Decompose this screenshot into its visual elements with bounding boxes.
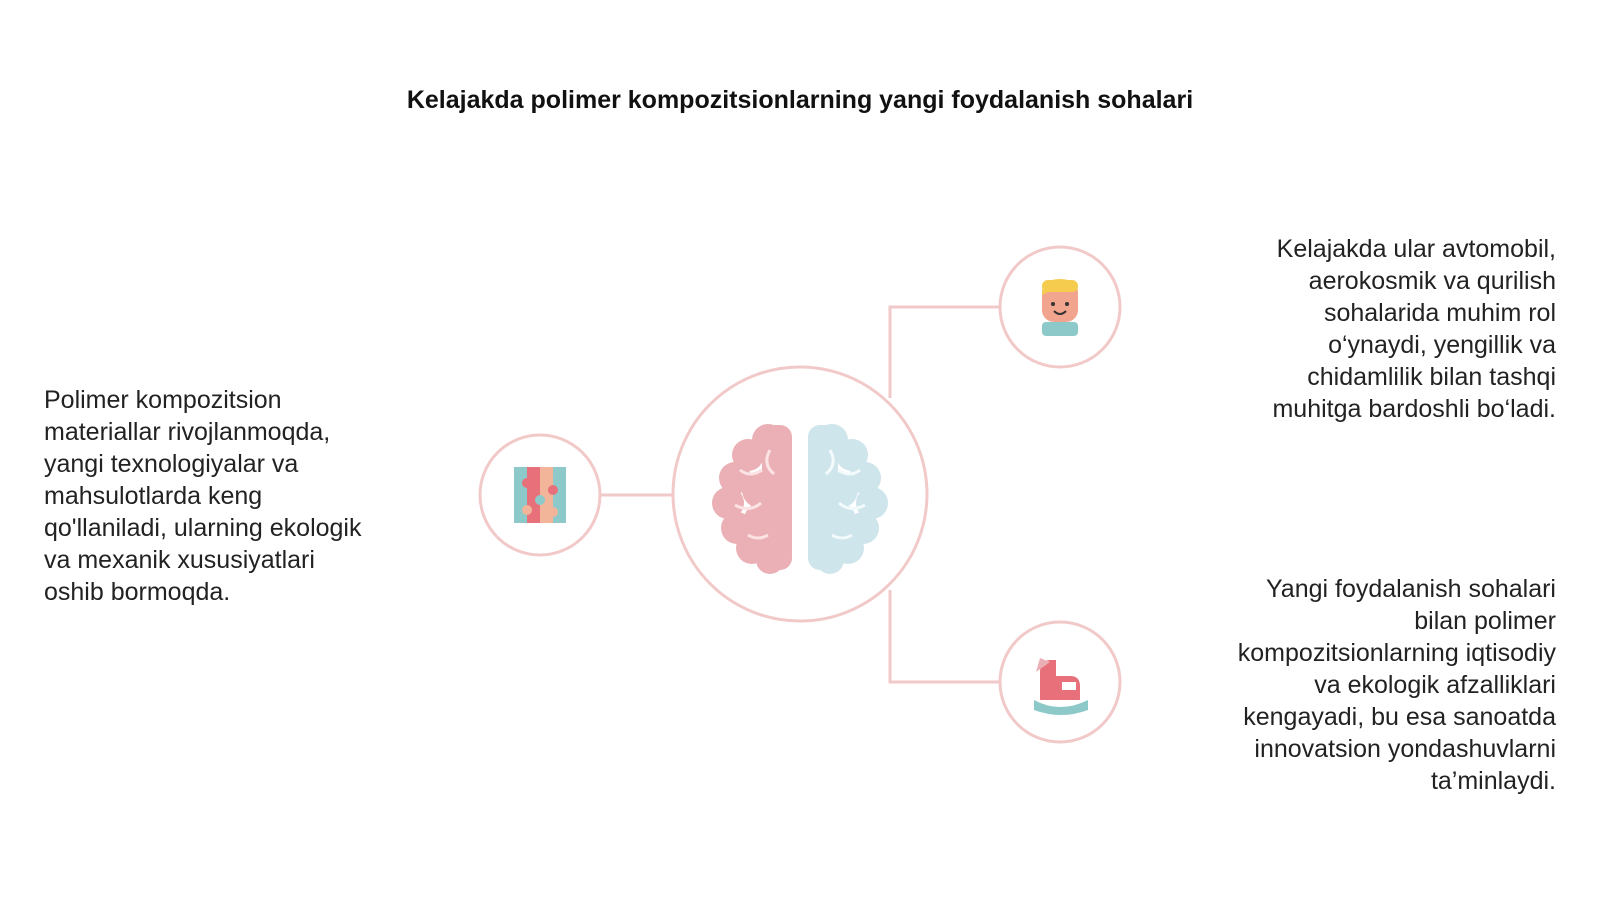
text-line: Polimer kompozitsion (44, 386, 282, 414)
text-line: Yangi foydalanish sohalari (1265, 575, 1556, 603)
left-node (480, 435, 600, 555)
text-line: muhitga bardoshli bo‘ladi. (1272, 395, 1556, 423)
right-bottom-node-text (1150, 573, 1556, 797)
text-line: aerokosmik va qurilish (1308, 267, 1556, 295)
puzzle-icon (514, 467, 566, 523)
person-icon (1042, 279, 1078, 336)
text-line: ta’minlaydi. (1430, 767, 1556, 795)
center-node (673, 367, 927, 621)
connector-right-bottom (890, 590, 1000, 682)
text-line: chidamlilik bilan tashqi (1307, 363, 1556, 391)
text-line: oshib bormoqda. (44, 578, 231, 606)
text-line: va mexanik xususiyatlari (44, 546, 315, 574)
text-line: bilan polimer (1414, 607, 1556, 635)
right-top-node-text (1150, 233, 1556, 425)
connector-right-top (890, 307, 1000, 398)
text-line: sohalarida muhim rol (1323, 299, 1556, 327)
text-line: kompozitsionlarning iqtisodiy (1237, 639, 1556, 667)
text-line: va ekologik afzalliklari (1314, 671, 1556, 699)
text-line: Kelajakda ular avtomobil, (1276, 235, 1556, 263)
text-line: mahsulotlarda keng (44, 482, 263, 510)
right-bottom-node (1000, 622, 1120, 742)
text-line: materiallar rivojlanmoqda, (44, 418, 331, 446)
text-line: qo'llaniladi, ularning ekologik (44, 514, 362, 542)
right-top-node (1000, 247, 1120, 367)
text-line: yangi texnologiyalar va (44, 450, 299, 478)
left-node-text (44, 384, 444, 608)
page-title: Kelajakda polimer kompozitsionlarning yangi foydalanish sohalari (406, 86, 1194, 114)
text-line: innovatsion yondashuvlarni (1254, 735, 1556, 763)
text-line: kengayadi, bu esa sanoatda (1243, 703, 1556, 731)
text-line: o‘ynaydi, yengillik va (1328, 331, 1556, 359)
